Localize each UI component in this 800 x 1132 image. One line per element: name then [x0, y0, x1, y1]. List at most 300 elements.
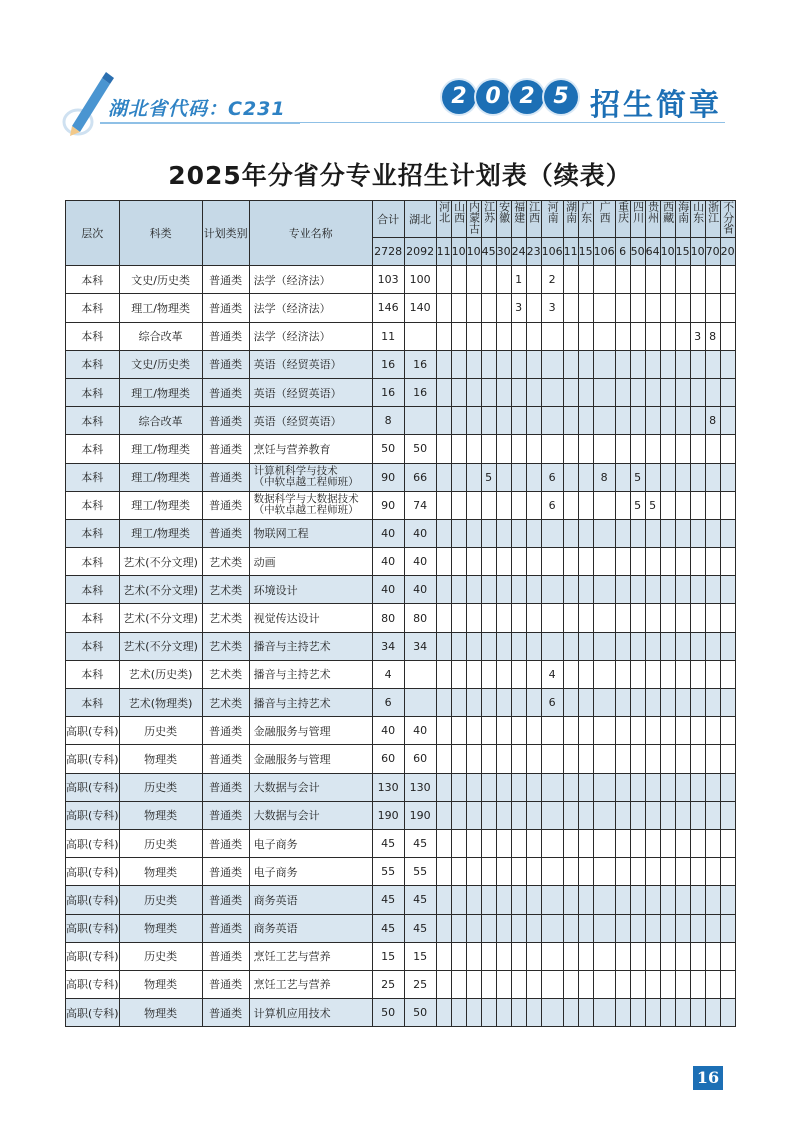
province-cell: [511, 463, 526, 491]
subject-cell: 物理类: [119, 999, 202, 1027]
province-cell: [645, 266, 660, 294]
major-cell: 法学（经济法）: [249, 266, 372, 294]
hubei-cell: 74: [404, 491, 436, 519]
province-cell: [526, 773, 541, 801]
province-total: 15: [675, 238, 690, 266]
province-cell: [705, 970, 720, 998]
province-cell: [593, 435, 615, 463]
province-cell: [563, 773, 578, 801]
subject-cell: 综合改革: [119, 407, 202, 435]
province-cell: [720, 548, 735, 576]
level-cell: 本科: [66, 350, 120, 378]
province-cell: [630, 519, 645, 547]
major-cell: 烹饪与营养教育: [249, 435, 372, 463]
province-cell: [466, 886, 481, 914]
province-name: 内蒙古: [467, 201, 481, 234]
province-cell: [451, 294, 466, 322]
total-cell: 50: [372, 999, 404, 1027]
plan-type-cell: 艺术类: [202, 660, 249, 688]
province-cell: [720, 999, 735, 1027]
province-cell: [645, 435, 660, 463]
province-total: 6: [615, 238, 630, 266]
plan-type-cell: 普通类: [202, 294, 249, 322]
province-cell: [511, 548, 526, 576]
province-cell: [451, 886, 466, 914]
enrollment-plan-table: [65, 200, 736, 1027]
major-cell: 电子商务: [249, 829, 372, 857]
province-cell: [705, 519, 720, 547]
province-cell: [436, 745, 451, 773]
province-cell: [466, 491, 481, 519]
province-cell: [481, 548, 496, 576]
province-cell: [541, 801, 563, 829]
subject-cell: 物理类: [119, 745, 202, 773]
province-cell: [720, 829, 735, 857]
province-cell: [630, 322, 645, 350]
province-cell: [645, 999, 660, 1027]
total-cell: 25: [372, 970, 404, 998]
province-cell: [511, 632, 526, 660]
province-cell: [578, 266, 593, 294]
year-digit: 5: [544, 80, 578, 114]
hubei-cell: 40: [404, 548, 436, 576]
province-cell: [436, 689, 451, 717]
province-cell: [705, 266, 720, 294]
table-row: [66, 970, 736, 998]
column-header-plan_type: 计划类别: [202, 201, 249, 266]
province-cell: [615, 886, 630, 914]
province-cell: [630, 266, 645, 294]
plan-type-cell: 普通类: [202, 407, 249, 435]
plan-type-cell: 普通类: [202, 378, 249, 406]
major-cell: 大数据与会计: [249, 773, 372, 801]
province-cell: [660, 942, 675, 970]
province-cell: [481, 435, 496, 463]
province-cell: [593, 773, 615, 801]
province-cell: [526, 942, 541, 970]
level-cell: 本科: [66, 491, 120, 519]
province-cell: [511, 322, 526, 350]
province-cell: [496, 829, 511, 857]
province-cell: [481, 660, 496, 688]
province-cell: [660, 350, 675, 378]
province-cell: [496, 689, 511, 717]
province-cell: [526, 689, 541, 717]
province-total: 24: [511, 238, 526, 266]
province-cell: [436, 801, 451, 829]
province-cell: [481, 886, 496, 914]
hubei-cell: 45: [404, 886, 436, 914]
province-cell: 3: [690, 322, 705, 350]
province-code-label: 湖北省代码：C231: [108, 98, 286, 120]
province-cell: [541, 632, 563, 660]
province-cell: [690, 548, 705, 576]
province-cell: [720, 942, 735, 970]
table-row: [66, 435, 736, 463]
hubei-cell: 34: [404, 632, 436, 660]
province-cell: [615, 717, 630, 745]
province-cell: [563, 886, 578, 914]
province-total: 64: [645, 238, 660, 266]
province-cell: [466, 519, 481, 547]
province-cell: [466, 266, 481, 294]
level-cell: 本科: [66, 604, 120, 632]
province-cell: 6: [541, 689, 563, 717]
province-cell: [526, 745, 541, 773]
table-row: [66, 632, 736, 660]
province-cell: [481, 970, 496, 998]
province-cell: [451, 519, 466, 547]
subject-cell: 物理类: [119, 914, 202, 942]
table-row: [66, 829, 736, 857]
province-cell: [496, 773, 511, 801]
province-cell: [615, 294, 630, 322]
province-cell: [526, 886, 541, 914]
level-cell: 本科: [66, 660, 120, 688]
province-cell: [660, 463, 675, 491]
province-cell: [675, 858, 690, 886]
province-cell: [675, 463, 690, 491]
province-cell: [496, 491, 511, 519]
grand-total: 2728: [372, 238, 404, 266]
column-header-province: [720, 201, 735, 238]
hubei-cell: 55: [404, 858, 436, 886]
province-cell: [593, 519, 615, 547]
province-cell: [720, 463, 735, 491]
province-cell: [526, 604, 541, 632]
subject-cell: 理工/物理类: [119, 491, 202, 519]
province-cell: [578, 689, 593, 717]
province-cell: [563, 548, 578, 576]
province-cell: [615, 322, 630, 350]
province-cell: [496, 858, 511, 886]
province-cell: [720, 801, 735, 829]
province-cell: [645, 604, 660, 632]
province-cell: [541, 350, 563, 378]
province-cell: [466, 773, 481, 801]
province-cell: [615, 970, 630, 998]
province-cell: [436, 322, 451, 350]
province-cell: [541, 407, 563, 435]
province-cell: [578, 632, 593, 660]
province-cell: [705, 350, 720, 378]
province-cell: [563, 266, 578, 294]
province-name: 重庆: [616, 201, 630, 223]
table-row: [66, 717, 736, 745]
major-cell: 英语（经贸英语）: [249, 407, 372, 435]
province-cell: [541, 576, 563, 604]
province-cell: [578, 463, 593, 491]
province-cell: [675, 914, 690, 942]
province-cell: [675, 689, 690, 717]
province-total: 106: [541, 238, 563, 266]
province-cell: [645, 914, 660, 942]
page-header: [0, 0, 800, 140]
province-cell: [615, 632, 630, 660]
province-cell: [645, 745, 660, 773]
province-cell: [563, 717, 578, 745]
province-cell: [660, 378, 675, 406]
province-cell: [675, 660, 690, 688]
province-cell: [645, 801, 660, 829]
total-cell: 45: [372, 829, 404, 857]
major-cell: 烹饪工艺与营养: [249, 970, 372, 998]
hubei-cell: 40: [404, 717, 436, 745]
province-cell: [593, 548, 615, 576]
province-cell: [690, 576, 705, 604]
table-header-row: [66, 201, 736, 238]
province-cell: [720, 632, 735, 660]
subject-cell: 艺术(不分文理): [119, 576, 202, 604]
hubei-cell: 15: [404, 942, 436, 970]
province-cell: [645, 970, 660, 998]
province-cell: [481, 632, 496, 660]
plan-type-cell: 普通类: [202, 717, 249, 745]
hubei-cell: [404, 660, 436, 688]
province-cell: [563, 435, 578, 463]
total-cell: 15: [372, 942, 404, 970]
plan-type-cell: 普通类: [202, 829, 249, 857]
province-cell: [578, 914, 593, 942]
province-cell: [511, 717, 526, 745]
major-cell: 物联网工程: [249, 519, 372, 547]
province-cell: [705, 999, 720, 1027]
province-cell: [466, 378, 481, 406]
province-cell: [541, 829, 563, 857]
province-cell: [541, 773, 563, 801]
province-cell: [630, 660, 645, 688]
total-cell: 90: [372, 463, 404, 491]
province-cell: [496, 942, 511, 970]
province-cell: [675, 350, 690, 378]
province-cell: [436, 519, 451, 547]
province-cell: [481, 801, 496, 829]
subject-cell: 理工/物理类: [119, 378, 202, 406]
province-cell: [615, 435, 630, 463]
major-cell: 商务英语: [249, 886, 372, 914]
total-cell: 8: [372, 407, 404, 435]
major-cell: 视觉传达设计: [249, 604, 372, 632]
level-cell: 本科: [66, 548, 120, 576]
province-cell: [720, 294, 735, 322]
table-row: [66, 773, 736, 801]
province-cell: [481, 491, 496, 519]
province-cell: [563, 801, 578, 829]
province-cell: [645, 773, 660, 801]
province-cell: [451, 463, 466, 491]
province-cell: [563, 322, 578, 350]
plan-type-cell: 艺术类: [202, 632, 249, 660]
plan-type-cell: 普通类: [202, 999, 249, 1027]
province-cell: [436, 435, 451, 463]
province-cell: [436, 491, 451, 519]
province-cell: [593, 266, 615, 294]
province-cell: [645, 407, 660, 435]
province-cell: [630, 294, 645, 322]
province-cell: [481, 914, 496, 942]
province-cell: [511, 914, 526, 942]
province-cell: [496, 294, 511, 322]
province-total: 11: [563, 238, 578, 266]
province-name: 江西: [527, 201, 541, 223]
table-row: [66, 689, 736, 717]
subject-cell: 历史类: [119, 717, 202, 745]
province-cell: 8: [593, 463, 615, 491]
province-cell: [690, 491, 705, 519]
subject-cell: 历史类: [119, 942, 202, 970]
province-cell: [496, 322, 511, 350]
province-cell: [615, 548, 630, 576]
province-cell: [690, 829, 705, 857]
province-cell: 5: [645, 491, 660, 519]
column-header-province: [496, 201, 511, 238]
province-cell: [451, 435, 466, 463]
province-cell: [578, 519, 593, 547]
header-rule: [100, 122, 300, 124]
province-cell: [660, 914, 675, 942]
province-cell: [526, 435, 541, 463]
province-total: 106: [593, 238, 615, 266]
province-cell: [615, 378, 630, 406]
total-cell: 40: [372, 519, 404, 547]
province-cell: [563, 378, 578, 406]
table-row: [66, 858, 736, 886]
province-cell: [690, 745, 705, 773]
major-cell: 大数据与会计: [249, 801, 372, 829]
level-cell: 高职(专科): [66, 999, 120, 1027]
province-cell: [563, 294, 578, 322]
province-cell: [526, 491, 541, 519]
province-cell: [705, 576, 720, 604]
total-cell: 146: [372, 294, 404, 322]
province-cell: [690, 407, 705, 435]
province-cell: [690, 632, 705, 660]
level-cell: 高职(专科): [66, 745, 120, 773]
column-header-province: [466, 201, 481, 238]
province-cell: [720, 689, 735, 717]
province-cell: [466, 322, 481, 350]
province-cell: [675, 576, 690, 604]
province-cell: [466, 999, 481, 1027]
province-cell: [526, 378, 541, 406]
province-total: 10: [690, 238, 705, 266]
province-cell: [451, 858, 466, 886]
province-cell: [705, 689, 720, 717]
province-cell: 3: [511, 294, 526, 322]
province-cell: [496, 801, 511, 829]
province-cell: [578, 548, 593, 576]
subject-cell: 艺术(不分文理): [119, 604, 202, 632]
province-name: 浙江: [706, 201, 720, 223]
hubei-cell: 25: [404, 970, 436, 998]
province-cell: [630, 858, 645, 886]
plan-type-cell: 艺术类: [202, 576, 249, 604]
province-cell: [563, 970, 578, 998]
province-cell: [645, 660, 660, 688]
subject-cell: 物理类: [119, 858, 202, 886]
subject-cell: 物理类: [119, 970, 202, 998]
province-cell: [496, 745, 511, 773]
level-cell: 本科: [66, 294, 120, 322]
province-cell: [720, 350, 735, 378]
province-cell: [630, 632, 645, 660]
province-cell: 3: [541, 294, 563, 322]
column-header-subject: 科类: [119, 201, 202, 266]
province-cell: [720, 970, 735, 998]
province-cell: [511, 435, 526, 463]
major-cell: 英语（经贸英语）: [249, 378, 372, 406]
total-cell: 103: [372, 266, 404, 294]
year-digit: 2: [442, 80, 476, 114]
province-cell: [578, 999, 593, 1027]
table-row: [66, 745, 736, 773]
province-cell: [720, 660, 735, 688]
province-total: 50: [630, 238, 645, 266]
hubei-cell: 60: [404, 745, 436, 773]
province-cell: [436, 266, 451, 294]
province-cell: [645, 858, 660, 886]
province-cell: [481, 519, 496, 547]
column-header-province: [578, 201, 593, 238]
province-cell: [720, 435, 735, 463]
province-cell: [563, 942, 578, 970]
province-cell: [615, 829, 630, 857]
table-row: [66, 548, 736, 576]
province-cell: [630, 773, 645, 801]
province-cell: [630, 576, 645, 604]
province-cell: [563, 604, 578, 632]
column-header-level: 层次: [66, 201, 120, 266]
province-cell: [481, 294, 496, 322]
province-cell: [660, 858, 675, 886]
hubei-cell: 66: [404, 463, 436, 491]
province-cell: [578, 604, 593, 632]
province-cell: [705, 745, 720, 773]
province-cell: [511, 773, 526, 801]
level-cell: 本科: [66, 519, 120, 547]
major-line-2: （中软卓越工程师班）: [253, 476, 359, 489]
province-cell: [481, 999, 496, 1027]
province-cell: [511, 407, 526, 435]
province-cell: [630, 970, 645, 998]
province-cell: [511, 801, 526, 829]
province-cell: [451, 660, 466, 688]
province-cell: [615, 350, 630, 378]
level-cell: 高职(专科): [66, 801, 120, 829]
province-cell: [451, 322, 466, 350]
province-cell: [675, 886, 690, 914]
province-cell: [451, 632, 466, 660]
province-cell: [496, 350, 511, 378]
total-cell: 40: [372, 576, 404, 604]
province-cell: [563, 914, 578, 942]
province-cell: [720, 745, 735, 773]
province-cell: [526, 999, 541, 1027]
province-cell: [675, 435, 690, 463]
subject-cell: 理工/物理类: [119, 294, 202, 322]
province-cell: [466, 463, 481, 491]
province-cell: [466, 576, 481, 604]
province-cell: [481, 829, 496, 857]
province-cell: [436, 463, 451, 491]
total-cell: 90: [372, 491, 404, 519]
province-cell: [720, 914, 735, 942]
province-cell: [593, 576, 615, 604]
subject-cell: 艺术(不分文理): [119, 632, 202, 660]
total-cell: 6: [372, 689, 404, 717]
province-cell: [511, 689, 526, 717]
province-cell: [451, 801, 466, 829]
